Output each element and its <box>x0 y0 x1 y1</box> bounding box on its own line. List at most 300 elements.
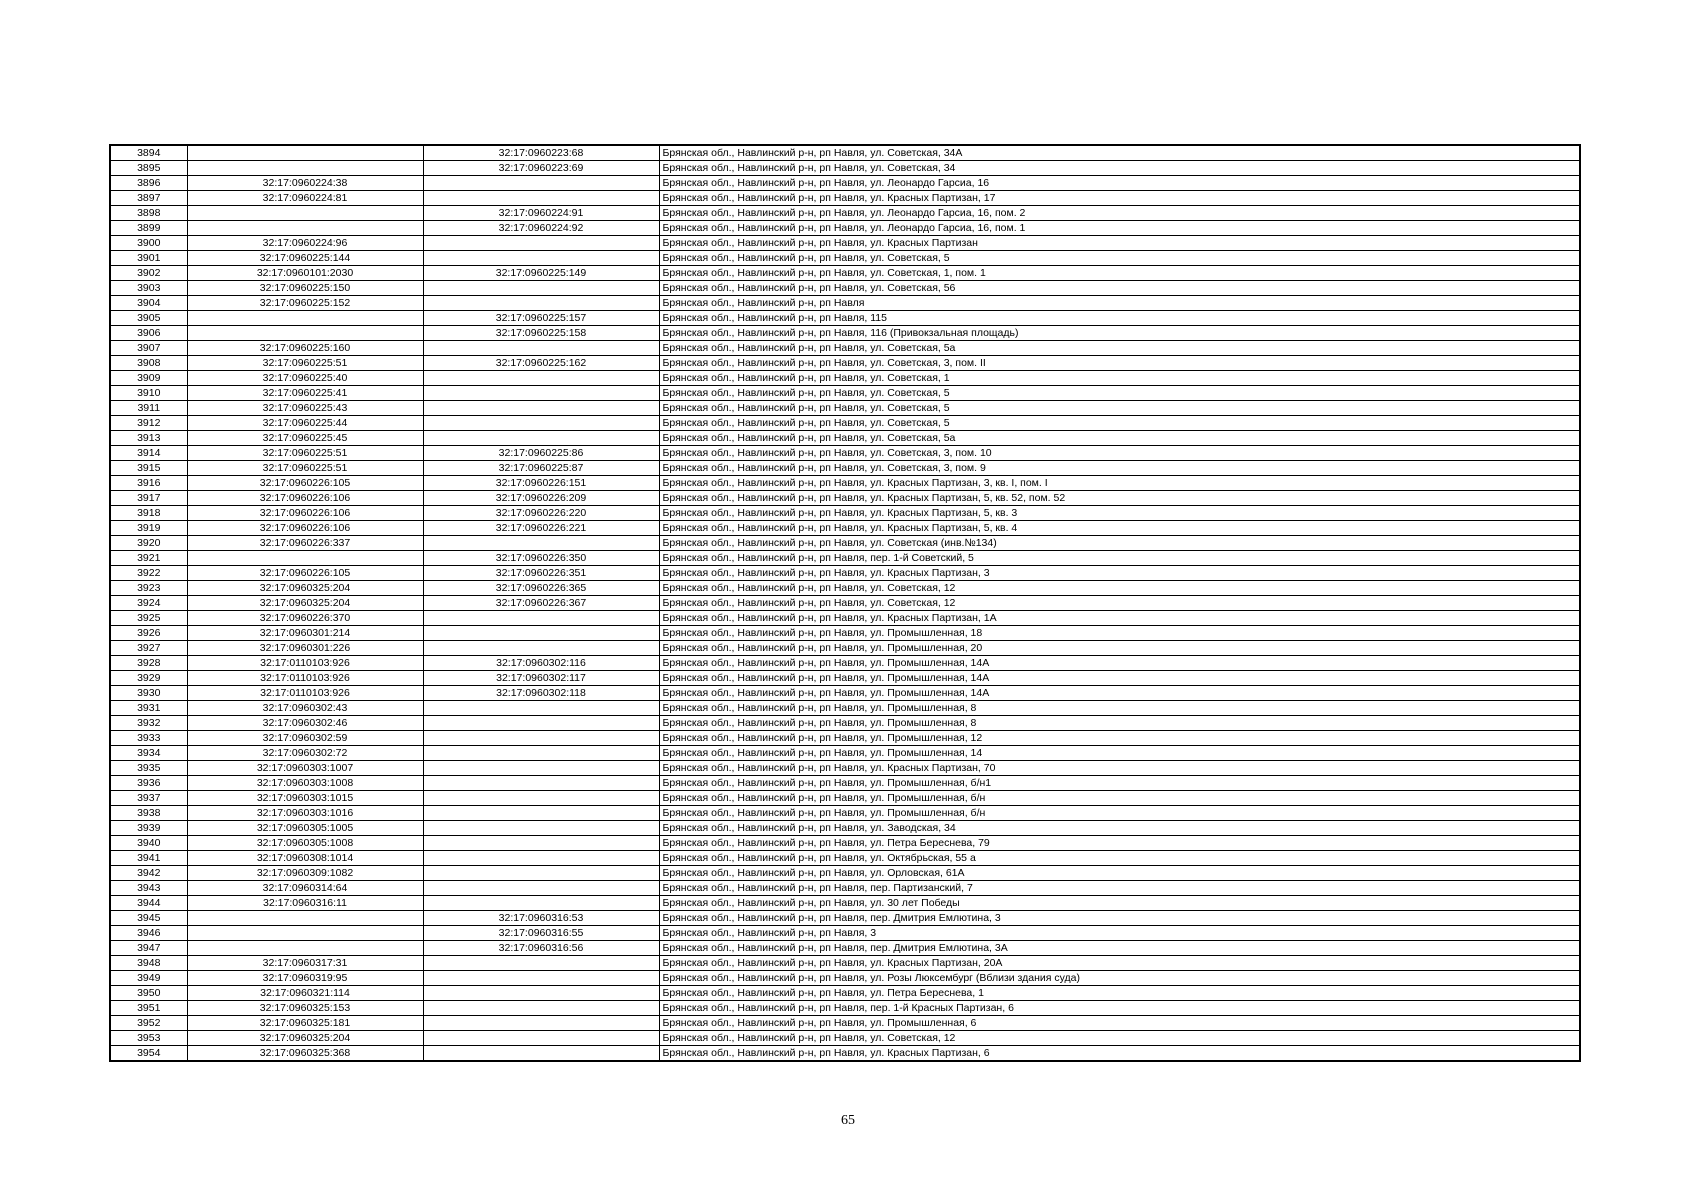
cadastral-number-cell: 32:17:0960225:51 <box>187 461 423 476</box>
row-number-cell: 3926 <box>110 626 187 641</box>
table-row <box>110 281 1580 296</box>
cadastral-number-cell: 32:17:0960309:1082 <box>187 866 423 881</box>
row-number-cell: 3938 <box>110 806 187 821</box>
address-cell: Брянская обл., Навлинский р-н, рп Навля, ул. Красных Партизан, 5, кв. 4 <box>659 521 1580 536</box>
address-cell: Брянская обл., Навлинский р-н, рп Навля, ул. Петра Береснева, 1 <box>659 986 1580 1001</box>
cadastral-number-cell <box>423 851 659 866</box>
row-number-cell: 3920 <box>110 536 187 551</box>
address-cell: Брянская обл., Навлинский р-н, рп Навля, ул. Заводская, 34 <box>659 821 1580 836</box>
cadastral-number-cell <box>187 911 423 926</box>
address-cell: Брянская обл., Навлинский р-н, рп Навля, ул. Красных Партизан, 20А <box>659 956 1580 971</box>
cadastral-number-cell: 32:17:0960224:38 <box>187 176 423 191</box>
table-row <box>110 536 1580 551</box>
cadastral-number-cell <box>423 641 659 656</box>
row-number-cell: 3923 <box>110 581 187 596</box>
table-row <box>110 926 1580 941</box>
cadastral-number-cell: 32:17:0960316:53 <box>423 911 659 926</box>
row-number-cell: 3937 <box>110 791 187 806</box>
address-cell: Брянская обл., Навлинский р-н, рп Навля, ул. Промышленная, 14А <box>659 686 1580 701</box>
cadastral-number-cell: 32:17:0960308:1014 <box>187 851 423 866</box>
address-cell: Брянская обл., Навлинский р-н, рп Навля, ул. Советская, 5а <box>659 431 1580 446</box>
cadastral-number-cell <box>423 866 659 881</box>
table-row <box>110 656 1580 671</box>
row-number-cell: 3897 <box>110 191 187 206</box>
table-row <box>110 176 1580 191</box>
address-cell: Брянская обл., Навлинский р-н, рп Навля, ул. Промышленная, б/н1 <box>659 776 1580 791</box>
table-row <box>110 296 1580 311</box>
address-cell: Брянская обл., Навлинский р-н, рп Навля, ул. Промышленная, 8 <box>659 716 1580 731</box>
cadastral-number-cell: 32:17:0960302:59 <box>187 731 423 746</box>
table-row <box>110 596 1580 611</box>
address-cell: Брянская обл., Навлинский р-н, рп Навля, ул. Розы Люксембург (Вблизи здания суда) <box>659 971 1580 986</box>
page-number: 65 <box>841 1113 855 1128</box>
row-number-cell: 3927 <box>110 641 187 656</box>
table-row <box>110 701 1580 716</box>
cadastral-number-cell <box>187 145 423 161</box>
cadastral-number-cell: 32:17:0960226:221 <box>423 521 659 536</box>
cadastral-number-cell: 32:17:0960225:152 <box>187 296 423 311</box>
cadastral-number-cell: 32:17:0960325:204 <box>187 1031 423 1046</box>
cadastral-number-cell: 32:17:0110103:926 <box>187 686 423 701</box>
cadastral-number-cell: 32:17:0960303:1007 <box>187 761 423 776</box>
row-number-cell: 3954 <box>110 1046 187 1062</box>
row-number-cell: 3896 <box>110 176 187 191</box>
address-cell: Брянская обл., Навлинский р-н, рп Навля, ул. Советская, 3, пом. 10 <box>659 446 1580 461</box>
table-row <box>110 491 1580 506</box>
address-cell: Брянская обл., Навлинский р-н, рп Навля, ул. Советская, 5 <box>659 401 1580 416</box>
address-cell: Брянская обл., Навлинский р-н, рп Навля, пер. 1-й Советский, 5 <box>659 551 1580 566</box>
address-cell: Брянская обл., Навлинский р-н, рп Навля, ул. Советская, 1, пом. 1 <box>659 266 1580 281</box>
cadastral-number-cell <box>423 761 659 776</box>
address-cell: Брянская обл., Навлинский р-н, рп Навля, ул. Октябрьская, 55 а <box>659 851 1580 866</box>
address-cell: Брянская обл., Навлинский р-н, рп Навля, ул. Красных Партизан, 3 <box>659 566 1580 581</box>
cadastral-number-cell <box>423 731 659 746</box>
row-number-cell: 3924 <box>110 596 187 611</box>
cadastral-number-cell: 32:17:0960317:31 <box>187 956 423 971</box>
row-number-cell: 3946 <box>110 926 187 941</box>
table-row <box>110 986 1580 1001</box>
row-number-cell: 3909 <box>110 371 187 386</box>
address-cell: Брянская обл., Навлинский р-н, рп Навля, ул. Советская, 3, пом. II <box>659 356 1580 371</box>
row-number-cell: 3928 <box>110 656 187 671</box>
address-cell: Брянская обл., Навлинский р-н, рп Навля, ул. Советская, 3, пом. 9 <box>659 461 1580 476</box>
address-cell: Брянская обл., Навлинский р-н, рп Навля, ул. Орловская, 61А <box>659 866 1580 881</box>
cadastral-number-cell: 32:17:0960316:56 <box>423 941 659 956</box>
row-number-cell: 3907 <box>110 341 187 356</box>
table-row <box>110 1001 1580 1016</box>
cadastral-number-cell: 32:17:0960305:1005 <box>187 821 423 836</box>
cadastral-number-cell: 32:17:0960226:365 <box>423 581 659 596</box>
table-row <box>110 941 1580 956</box>
table-row <box>110 806 1580 821</box>
table-row <box>110 206 1580 221</box>
row-number-cell: 3931 <box>110 701 187 716</box>
address-cell: Брянская обл., Навлинский р-н, рп Навля, ул. Промышленная, б/н <box>659 791 1580 806</box>
cadastral-number-cell <box>423 1016 659 1031</box>
cadastral-number-cell <box>423 236 659 251</box>
registry-table <box>109 144 1581 1062</box>
row-number-cell: 3917 <box>110 491 187 506</box>
cadastral-number-cell: 32:17:0960325:204 <box>187 581 423 596</box>
cadastral-number-cell <box>423 746 659 761</box>
address-cell: Брянская обл., Навлинский р-н, рп Навля, ул. Красных Партизан, 17 <box>659 191 1580 206</box>
row-number-cell: 3936 <box>110 776 187 791</box>
cadastral-number-cell <box>423 431 659 446</box>
row-number-cell: 3903 <box>110 281 187 296</box>
row-number-cell: 3950 <box>110 986 187 1001</box>
row-number-cell: 3911 <box>110 401 187 416</box>
row-number-cell: 3953 <box>110 1031 187 1046</box>
cadastral-number-cell: 32:17:0960226:105 <box>187 476 423 491</box>
address-cell: Брянская обл., Навлинский р-н, рп Навля, ул. Промышленная, 14А <box>659 671 1580 686</box>
cadastral-number-cell: 32:17:0960226:351 <box>423 566 659 581</box>
address-cell: Брянская обл., Навлинский р-н, рп Навля, ул. Советская, 5 <box>659 251 1580 266</box>
cadastral-number-cell <box>423 956 659 971</box>
address-cell: Брянская обл., Навлинский р-н, рп Навля, 115 <box>659 311 1580 326</box>
cadastral-number-cell <box>423 836 659 851</box>
address-cell: Брянская обл., Навлинский р-н, рп Навля, ул. Советская, 12 <box>659 1031 1580 1046</box>
address-cell: Брянская обл., Навлинский р-н, рп Навля, ул. Красных Партизан, 5, кв. 3 <box>659 506 1580 521</box>
table-row <box>110 251 1580 266</box>
row-number-cell: 3901 <box>110 251 187 266</box>
cadastral-number-cell: 32:17:0960325:181 <box>187 1016 423 1031</box>
cadastral-number-cell <box>187 551 423 566</box>
address-cell: Брянская обл., Навлинский р-н, рп Навля, ул. Советская, 5а <box>659 341 1580 356</box>
address-cell: Брянская обл., Навлинский р-н, рп Навля, ул. Советская, 34 <box>659 161 1580 176</box>
cadastral-number-cell: 32:17:0960303:1015 <box>187 791 423 806</box>
cadastral-number-cell <box>423 251 659 266</box>
row-number-cell: 3912 <box>110 416 187 431</box>
table-row <box>110 971 1580 986</box>
address-cell: Брянская обл., Навлинский р-н, рп Навля, ул. Промышленная, 12 <box>659 731 1580 746</box>
row-number-cell: 3900 <box>110 236 187 251</box>
address-cell: Брянская обл., Навлинский р-н, рп Навля, ул. Петра Береснева, 79 <box>659 836 1580 851</box>
table-row <box>110 746 1580 761</box>
table-row <box>110 356 1580 371</box>
cadastral-number-cell <box>423 776 659 791</box>
cadastral-number-cell: 32:17:0960226:220 <box>423 506 659 521</box>
row-number-cell: 3939 <box>110 821 187 836</box>
row-number-cell: 3933 <box>110 731 187 746</box>
cadastral-number-cell: 32:17:0960225:86 <box>423 446 659 461</box>
cadastral-number-cell <box>423 386 659 401</box>
table-row <box>110 551 1580 566</box>
cadastral-number-cell: 32:17:0110103:926 <box>187 671 423 686</box>
table-row <box>110 1046 1580 1062</box>
cadastral-number-cell <box>423 1001 659 1016</box>
cadastral-number-cell: 32:17:0960314:64 <box>187 881 423 896</box>
row-number-cell: 3929 <box>110 671 187 686</box>
table-row <box>110 266 1580 281</box>
table-row <box>110 956 1580 971</box>
address-cell: Брянская обл., Навлинский р-н, рп Навля, ул. Промышленная, 20 <box>659 641 1580 656</box>
table-row <box>110 911 1580 926</box>
table-row <box>110 1031 1580 1046</box>
address-cell: Брянская обл., Навлинский р-н, рп Навля, ул. Промышленная, 8 <box>659 701 1580 716</box>
row-number-cell: 3940 <box>110 836 187 851</box>
table-row <box>110 881 1580 896</box>
row-number-cell: 3935 <box>110 761 187 776</box>
row-number-cell: 3925 <box>110 611 187 626</box>
address-cell: Брянская обл., Навлинский р-н, рп Навля, ул. Советская, 5 <box>659 386 1580 401</box>
cadastral-number-cell <box>423 806 659 821</box>
cadastral-number-cell: 32:17:0960225:160 <box>187 341 423 356</box>
cadastral-number-cell <box>187 221 423 236</box>
cadastral-number-cell: 32:17:0960226:370 <box>187 611 423 626</box>
table-row <box>110 401 1580 416</box>
cadastral-number-cell: 32:17:0960225:51 <box>187 356 423 371</box>
table-row <box>110 566 1580 581</box>
cadastral-number-cell <box>187 926 423 941</box>
cadastral-number-cell <box>423 176 659 191</box>
table-row <box>110 611 1580 626</box>
row-number-cell: 3916 <box>110 476 187 491</box>
cadastral-number-cell: 32:17:0960223:69 <box>423 161 659 176</box>
cadastral-number-cell <box>423 881 659 896</box>
table-row <box>110 671 1580 686</box>
cadastral-number-cell <box>187 206 423 221</box>
cadastral-number-cell <box>423 626 659 641</box>
cadastral-number-cell: 32:17:0960302:72 <box>187 746 423 761</box>
row-number-cell: 3942 <box>110 866 187 881</box>
address-cell: Брянская обл., Навлинский р-н, рп Навля, ул. Леонардо Гарсиа, 16, пом. 2 <box>659 206 1580 221</box>
cadastral-number-cell: 32:17:0960225:162 <box>423 356 659 371</box>
table-row <box>110 866 1580 881</box>
cadastral-number-cell <box>423 791 659 806</box>
address-cell: Брянская обл., Навлинский р-н, рп Навля, ул. Советская (инв.№134) <box>659 536 1580 551</box>
row-number-cell: 3921 <box>110 551 187 566</box>
cadastral-number-cell: 32:17:0960305:1008 <box>187 836 423 851</box>
cadastral-number-cell: 32:17:0960302:117 <box>423 671 659 686</box>
row-number-cell: 3949 <box>110 971 187 986</box>
cadastral-number-cell: 32:17:0960303:1016 <box>187 806 423 821</box>
row-number-cell: 3914 <box>110 446 187 461</box>
table-row <box>110 476 1580 491</box>
table-row <box>110 731 1580 746</box>
row-number-cell: 3894 <box>110 145 187 161</box>
cadastral-number-cell <box>423 986 659 1001</box>
cadastral-number-cell <box>423 416 659 431</box>
row-number-cell: 3899 <box>110 221 187 236</box>
cadastral-number-cell: 32:17:0960226:350 <box>423 551 659 566</box>
cadastral-number-cell: 32:17:0960225:157 <box>423 311 659 326</box>
row-number-cell: 3922 <box>110 566 187 581</box>
cadastral-number-cell <box>423 1046 659 1062</box>
cadastral-number-cell <box>187 941 423 956</box>
cadastral-number-cell: 32:17:0960224:81 <box>187 191 423 206</box>
cadastral-number-cell <box>187 161 423 176</box>
row-number-cell: 3906 <box>110 326 187 341</box>
address-cell: Брянская обл., Навлинский р-н, рп Навля, ул. Советская, 1 <box>659 371 1580 386</box>
cadastral-number-cell: 32:17:0960224:91 <box>423 206 659 221</box>
address-cell: Брянская обл., Навлинский р-н, рп Навля, ул. Промышленная, 6 <box>659 1016 1580 1031</box>
cadastral-number-cell <box>423 701 659 716</box>
row-number-cell: 3932 <box>110 716 187 731</box>
row-number-cell: 3902 <box>110 266 187 281</box>
address-cell: Брянская обл., Навлинский р-н, рп Навля, ул. Советская, 5 <box>659 416 1580 431</box>
cadastral-number-cell: 32:17:0960325:153 <box>187 1001 423 1016</box>
row-number-cell: 3941 <box>110 851 187 866</box>
cadastral-number-cell: 32:17:0960225:41 <box>187 386 423 401</box>
row-number-cell: 3951 <box>110 1001 187 1016</box>
table-row <box>110 341 1580 356</box>
row-number-cell: 3905 <box>110 311 187 326</box>
cadastral-number-cell: 32:17:0960302:46 <box>187 716 423 731</box>
address-cell: Брянская обл., Навлинский р-н, рп Навля, пер. Дмитрия Емлютина, 3А <box>659 941 1580 956</box>
address-cell: Брянская обл., Навлинский р-н, рп Навля, ул. Красных Партизан, 1А <box>659 611 1580 626</box>
address-cell: Брянская обл., Навлинский р-н, рп Навля, ул. Советская, 56 <box>659 281 1580 296</box>
cadastral-number-cell: 32:17:0960226:209 <box>423 491 659 506</box>
cadastral-number-cell: 32:17:0960226:106 <box>187 491 423 506</box>
cadastral-number-cell: 32:17:0960302:116 <box>423 656 659 671</box>
table-row <box>110 791 1580 806</box>
cadastral-number-cell <box>423 971 659 986</box>
address-cell: Брянская обл., Навлинский р-н, рп Навля, ул. Промышленная, 14А <box>659 656 1580 671</box>
address-cell: Брянская обл., Навлинский р-н, рп Навля, ул. Промышленная, б/н <box>659 806 1580 821</box>
cadastral-number-cell: 32:17:0960303:1008 <box>187 776 423 791</box>
table-row <box>110 581 1580 596</box>
table-row <box>110 311 1580 326</box>
address-cell: Брянская обл., Навлинский р-н, рп Навля, ул. Красных Партизан, 3, кв. I, пом. I <box>659 476 1580 491</box>
cadastral-number-cell: 32:17:0960223:68 <box>423 145 659 161</box>
cadastral-number-cell: 32:17:0960301:214 <box>187 626 423 641</box>
row-number-cell: 3919 <box>110 521 187 536</box>
address-cell: Брянская обл., Навлинский р-н, рп Навля, ул. Красных Партизан, 70 <box>659 761 1580 776</box>
cadastral-number-cell: 32:17:0960325:368 <box>187 1046 423 1062</box>
row-number-cell: 3944 <box>110 896 187 911</box>
address-cell: Брянская обл., Навлинский р-н, рп Навля, ул. Советская, 12 <box>659 596 1580 611</box>
row-number-cell: 3913 <box>110 431 187 446</box>
row-number-cell: 3915 <box>110 461 187 476</box>
cadastral-number-cell: 32:17:0960302:118 <box>423 686 659 701</box>
table-row <box>110 326 1580 341</box>
cadastral-number-cell: 32:17:0960225:149 <box>423 266 659 281</box>
cadastral-number-cell <box>423 611 659 626</box>
cadastral-number-cell: 32:17:0960225:150 <box>187 281 423 296</box>
cadastral-number-cell: 32:17:0960316:11 <box>187 896 423 911</box>
row-number-cell: 3945 <box>110 911 187 926</box>
address-cell: Брянская обл., Навлинский р-н, рп Навля, ул. Промышленная, 14 <box>659 746 1580 761</box>
address-cell: Брянская обл., Навлинский р-н, рп Навля, ул. Красных Партизан, 5, кв. 52, пом. 52 <box>659 491 1580 506</box>
cadastral-number-cell: 32:17:0960319:95 <box>187 971 423 986</box>
row-number-cell: 3898 <box>110 206 187 221</box>
table-row <box>110 686 1580 701</box>
row-number-cell: 3910 <box>110 386 187 401</box>
address-cell: Брянская обл., Навлинский р-н, рп Навля, ул. Советская, 12 <box>659 581 1580 596</box>
address-cell: Брянская обл., Навлинский р-н, рп Навля, пер. 1-й Красных Партизан, 6 <box>659 1001 1580 1016</box>
cadastral-number-cell: 32:17:0960225:144 <box>187 251 423 266</box>
table-row <box>110 1016 1580 1031</box>
address-cell: Брянская обл., Навлинский р-н, рп Навля, ул. Промышленная, 18 <box>659 626 1580 641</box>
address-cell: Брянская обл., Навлинский р-н, рп Навля, ул. 30 лет Победы <box>659 896 1580 911</box>
cadastral-number-cell <box>423 536 659 551</box>
address-cell: Брянская обл., Навлинский р-н, рп Навля, пер. Дмитрия Емлютина, 3 <box>659 911 1580 926</box>
address-cell: Брянская обл., Навлинский р-н, рп Навля <box>659 296 1580 311</box>
table-row <box>110 776 1580 791</box>
registry-table-body <box>110 145 1580 1061</box>
table-row <box>110 626 1580 641</box>
table-row <box>110 761 1580 776</box>
table-row <box>110 386 1580 401</box>
table-row <box>110 371 1580 386</box>
table-row <box>110 161 1580 176</box>
address-cell: Брянская обл., Навлинский р-н, рп Навля, 3 <box>659 926 1580 941</box>
row-number-cell: 3895 <box>110 161 187 176</box>
row-number-cell: 3930 <box>110 686 187 701</box>
address-cell: Брянская обл., Навлинский р-н, рп Навля, ул. Советская, 34А <box>659 145 1580 161</box>
cadastral-number-cell <box>423 716 659 731</box>
cadastral-number-cell: 32:17:0960226:151 <box>423 476 659 491</box>
address-cell: Брянская обл., Навлинский р-н, рп Навля, ул. Леонардо Гарсиа, 16 <box>659 176 1580 191</box>
table-row <box>110 521 1580 536</box>
address-cell: Брянская обл., Навлинский р-н, рп Навля, пер. Партизанский, 7 <box>659 881 1580 896</box>
table-row <box>110 431 1580 446</box>
row-number-cell: 3918 <box>110 506 187 521</box>
cadastral-number-cell: 32:17:0960225:51 <box>187 446 423 461</box>
address-cell: Брянская обл., Навлинский р-н, рп Навля, 116 (Привокзальная площадь) <box>659 326 1580 341</box>
row-number-cell: 3904 <box>110 296 187 311</box>
table-row <box>110 145 1580 161</box>
table-row <box>110 416 1580 431</box>
cadastral-number-cell: 32:17:0960226:106 <box>187 506 423 521</box>
table-row <box>110 821 1580 836</box>
cadastral-number-cell: 32:17:0960226:105 <box>187 566 423 581</box>
cadastral-number-cell <box>423 1031 659 1046</box>
cadastral-number-cell: 32:17:0960325:204 <box>187 596 423 611</box>
cadastral-number-cell <box>423 191 659 206</box>
table-row <box>110 836 1580 851</box>
cadastral-number-cell: 32:17:0960225:87 <box>423 461 659 476</box>
cadastral-number-cell <box>187 311 423 326</box>
cadastral-number-cell: 32:17:0960224:96 <box>187 236 423 251</box>
table-row <box>110 191 1580 206</box>
cadastral-number-cell <box>423 896 659 911</box>
address-cell: Брянская обл., Навлинский р-н, рп Навля, ул. Красных Партизан <box>659 236 1580 251</box>
cadastral-number-cell <box>423 341 659 356</box>
cadastral-number-cell: 32:17:0960321:114 <box>187 986 423 1001</box>
cadastral-number-cell <box>423 296 659 311</box>
cadastral-number-cell: 32:17:0960224:92 <box>423 221 659 236</box>
cadastral-number-cell <box>187 326 423 341</box>
cadastral-number-cell: 32:17:0960316:55 <box>423 926 659 941</box>
cadastral-number-cell: 32:17:0960226:367 <box>423 596 659 611</box>
address-cell: Брянская обл., Навлинский р-н, рп Навля, ул. Красных Партизан, 6 <box>659 1046 1580 1062</box>
row-number-cell: 3947 <box>110 941 187 956</box>
table-row <box>110 236 1580 251</box>
table-row <box>110 221 1580 236</box>
table-row <box>110 506 1580 521</box>
cadastral-number-cell: 32:17:0960226:106 <box>187 521 423 536</box>
cadastral-number-cell: 32:17:0960301:226 <box>187 641 423 656</box>
row-number-cell: 3934 <box>110 746 187 761</box>
cadastral-number-cell: 32:17:0960101:2030 <box>187 266 423 281</box>
cadastral-number-cell <box>423 821 659 836</box>
row-number-cell: 3908 <box>110 356 187 371</box>
table-row <box>110 446 1580 461</box>
table-row <box>110 461 1580 476</box>
cadastral-number-cell: 32:17:0110103:926 <box>187 656 423 671</box>
cadastral-number-cell: 32:17:0960225:40 <box>187 371 423 386</box>
cadastral-number-cell: 32:17:0960226:337 <box>187 536 423 551</box>
cadastral-number-cell: 32:17:0960302:43 <box>187 701 423 716</box>
table-row <box>110 716 1580 731</box>
cadastral-number-cell <box>423 281 659 296</box>
table-row <box>110 896 1580 911</box>
row-number-cell: 3952 <box>110 1016 187 1031</box>
cadastral-number-cell: 32:17:0960225:44 <box>187 416 423 431</box>
cadastral-number-cell <box>423 371 659 386</box>
cadastral-number-cell: 32:17:0960225:45 <box>187 431 423 446</box>
